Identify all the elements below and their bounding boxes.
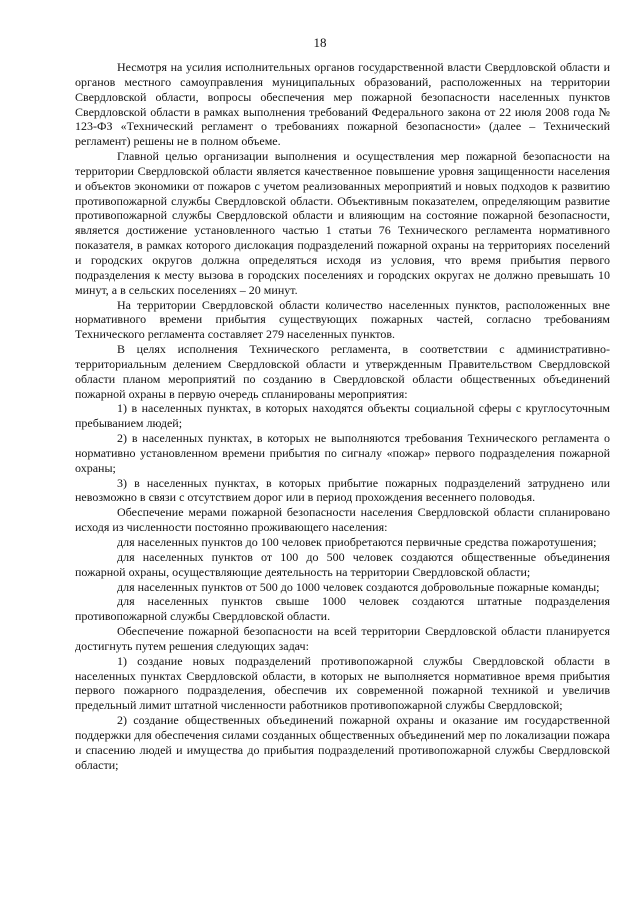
paragraph-6: Обеспечение пожарной безопасности на всей территории Свердловской области планируется достигнуть путем решения следующих задач: [75, 624, 610, 653]
population-rule-1: для населенных пунктов до 100 человек приобретаются первичные средства пожаротушения; [117, 535, 597, 549]
page-number: 18 [313, 35, 327, 50]
paragraph-4: В целях исполнения Технического регламента, в соответствии с административно-территориальным делением Свердловской области и утвержденным Правительством Свердловской области планом мероприятий по созданию в Свердловской области общественных объединений пожарной охраны в первую очередь спланированы мероприятия: [75, 342, 610, 401]
document-body [75, 60, 610, 773]
paragraph-3: На территории Свердловской области количество населенных пунктов, расположенных вне нормативного времени прибытия существующих пожарных частей, согласно требованиям Технического регламента составляет 279 населенных пунктов. [75, 297, 610, 342]
paragraph-1: Несмотря на усилия исполнительных органов государственной власти Свердловской области и органов местного самоуправления муниципальных образований, расположенных на территории Свердловской области, вопросы обеспечения мер пожарной безопасности населенных пунктов Свердловской области в рамках выполнения требований Федерального закона от 22 июля 2008 года № 123-ФЗ «Технический регламент о требованиях пожарной безопасности» (далее – Технический регламент) решены не в полном объеме. [75, 60, 610, 149]
list-item-2: 2) в населенных пунктах, в которых не выполняются требования Технического регламента о нормативно установленном времени прибытия по сигналу «пожар» первого подразделения пожарной охраны; [75, 431, 610, 475]
population-rule-4: для населенных пунктов свыше 1000 человек создаются штатные подразделения противопожарной службы Свердловской области. [75, 594, 610, 624]
task-item-1: 1) создание новых подразделений противопожарной службы Свердловской области в населенных пунктах Свердловской области, в которых не выполняется нормативное время прибытия первого пожарного подразделения, обеспечив их современной пожарной техникой и увеличив предельный лимит штатной численности работников противопожарной службы Свердловской; [75, 653, 610, 713]
population-rule-3: для населенных пунктов от 500 до 1000 человек создаются добровольные пожарные команды; [117, 579, 600, 594]
list-item-1: 1) в населенных пунктах, в которых находятся объекты социальной сферы с круглосуточным пребыванием людей; [75, 401, 610, 431]
list-item-3: 3) в населенных пунктах, в которых прибытие пожарных подразделений затруднено или невозможно в связи с отсутствием дорог или в период прохождения весеннего половодья. [75, 475, 610, 505]
population-rule-2: для населенных пунктов от 100 до 500 человек создаются общественные объединения пожарной охраны, осуществляющие деятельность на территории Свердловской области; [75, 549, 610, 579]
paragraph-5: Обеспечение мерами пожарной безопасности населения Свердловской области спланировано исходя из численности постоянно проживающего населения: [75, 505, 610, 535]
task-item-2: 2) создание общественных объединений пожарной охраны и оказание им государственной поддержки для обеспечения силами созданных общественных объединений мер по локализации пожара и спасению людей и имущества до прибытия подразделений противопожарной службы Свердловской области; [75, 713, 610, 772]
paragraph-2: Главной целью организации выполнения и осуществления мер пожарной безопасности на территории Свердловской области является качественное повышение уровня защищенности населения и объектов экономики от пожаров с учетом реализованных мероприятий и новых подходов к развитию противопожарной службы Свердловской области. Объективным показателем, определяющим развитие противопожарной службы Свердловской области и влияющим на состояние пожарной безопасности, является достижение установленного частью 1 статьи 76 Технического регламента нормативного показателя, в рамках которого дислокация подразделений пожарной охраны на территориях поселений и городских округов должна определяться исходя из условия, что время прибытия первого подразделения к месту вызова в городских поселениях и городских округах не должно превышать 10 минут, а в сельских поселениях – 20 минут. [75, 149, 610, 297]
